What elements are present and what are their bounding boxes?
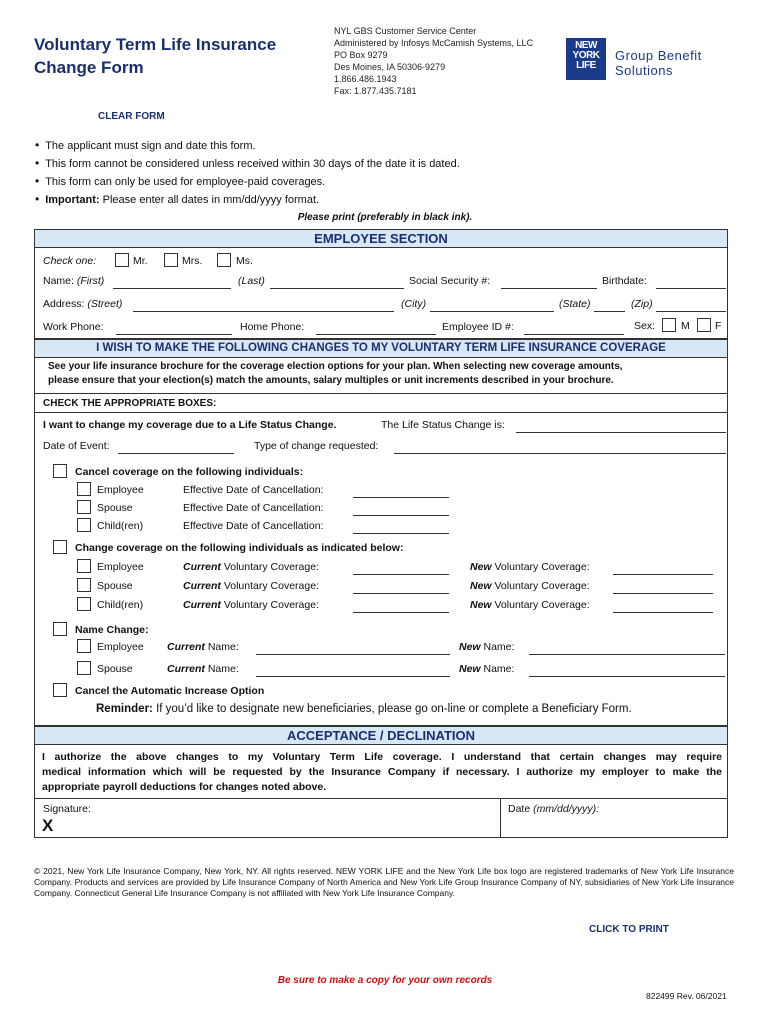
name-change-checkbox[interactable]: [53, 622, 67, 636]
new-coverage-label: New Voluntary Coverage:: [470, 580, 590, 592]
change-coverage-checkbox[interactable]: [53, 540, 67, 554]
click-to-print-button[interactable]: CLICK TO PRINT: [589, 924, 669, 935]
cancel-auto-increase-label: Cancel the Automatic Increase Option: [75, 685, 265, 697]
current-coverage-label: Current Voluntary Coverage:: [183, 599, 319, 611]
cancel-spouse-label: Spouse: [97, 502, 133, 514]
state-label: (State): [559, 298, 591, 310]
employee-new-name-field[interactable]: [529, 654, 725, 655]
spouse-new-coverage-field[interactable]: [613, 593, 713, 594]
divider: [34, 798, 728, 799]
service-center-address: NYL GBS Customer Service Center Administered by Infosys McCamish Systems, LLC PO Box 9279 Des Moines, IA 50306-9279 1.866.486.1943 Fax: 1.877.435.7181: [334, 26, 534, 96]
signature-field[interactable]: [62, 803, 496, 835]
date-of-event-field[interactable]: [118, 453, 234, 454]
sex-m-label: M: [681, 320, 690, 332]
life-status-intro: I want to change my coverage due to a Life Status Change.: [43, 419, 337, 431]
copy-reminder: Be sure to make a copy for your own records: [277, 975, 493, 986]
new-name-label: New Name:: [459, 663, 515, 675]
brochure-note: See your life insurance brochure for the coverage election options for your plan. When selecting new coverage amounts, please ensure that your election(s) match the amounts, salary multiples or unit increments described in your brochure.: [48, 361, 623, 386]
sex-f-label: F: [715, 320, 722, 332]
ms-checkbox[interactable]: [217, 253, 231, 267]
divider: [34, 412, 728, 413]
signature-label: Signature:: [43, 803, 91, 815]
city-field[interactable]: [430, 311, 554, 312]
name-change-title: Name Change:: [75, 624, 149, 636]
work-phone-label: Work Phone:: [43, 321, 104, 333]
date-of-event-label: Date of Event:: [43, 440, 110, 452]
birthdate-field[interactable]: [656, 288, 726, 289]
cancel-spouse-checkbox[interactable]: [77, 500, 91, 514]
mr-label: Mr.: [133, 255, 148, 267]
type-of-change-label: Type of change requested:: [254, 440, 379, 452]
sex-f-checkbox[interactable]: [697, 318, 711, 332]
first-name-label: Name: (First): [43, 275, 105, 287]
cancel-children-date-field[interactable]: [353, 533, 449, 534]
employee-id-label: Employee ID #:: [442, 321, 514, 333]
changes-section-header: I WISH TO MAKE THE FOLLOWING CHANGES TO MY VOLUNTARY TERM LIFE INSURANCE COVERAGE: [34, 339, 728, 358]
instructions-list: [35, 137, 460, 209]
new-york-life-logo: NEW YORK LIFE: [566, 38, 606, 80]
mr-checkbox[interactable]: [115, 253, 129, 267]
home-phone-label: Home Phone:: [240, 321, 305, 333]
sex-m-checkbox[interactable]: [662, 318, 676, 332]
life-status-change-field[interactable]: [516, 432, 726, 433]
name-change-spouse-label: Spouse: [97, 663, 133, 675]
ssn-field[interactable]: [501, 288, 597, 289]
children-new-coverage-field[interactable]: [613, 612, 713, 613]
change-spouse-label: Spouse: [97, 580, 133, 592]
ms-label: Ms.: [236, 255, 253, 267]
date-label: Date (mm/dd/yyyy):: [508, 803, 600, 815]
spouse-current-coverage-field[interactable]: [353, 593, 449, 594]
home-phone-field[interactable]: [316, 334, 436, 335]
print-note: Please print (preferably in black ink).: [297, 212, 473, 223]
instruction-item: • The applicant must sign and date this form.: [35, 137, 460, 155]
work-phone-field[interactable]: [116, 334, 232, 335]
name-change-spouse-checkbox[interactable]: [77, 661, 91, 675]
change-coverage-title: Change coverage on the following individuals as indicated below:: [75, 542, 404, 554]
check-boxes-heading: CHECK THE APPROPRIATE BOXES:: [43, 398, 217, 409]
cancel-children-checkbox[interactable]: [77, 518, 91, 532]
employee-section-header: EMPLOYEE SECTION: [34, 229, 728, 248]
form-number: 822499 Rev. 06/2021: [646, 991, 727, 1001]
life-status-is-label: The Life Status Change is:: [381, 419, 505, 431]
mrs-checkbox[interactable]: [164, 253, 178, 267]
type-of-change-field[interactable]: [394, 453, 726, 454]
street-label: Address: (Street): [43, 298, 123, 310]
copyright-notice: © 2021, New York Life Insurance Company, New York, NY. All rights reserved. NEW YORK LIFE and the New York Life box logo are registered trademarks of New York Life Insurance Company. Products and services are provided by Life Insurance Company of North America and New York Life Group Insurance Company of NY, subsidiaries of New York Life Insurance Company. Connecticut General Life Insurance Company is not affiliated with New York Life Insurance Company.: [34, 866, 734, 898]
cancel-employee-date-field[interactable]: [353, 497, 449, 498]
employee-new-coverage-field[interactable]: [613, 574, 713, 575]
cancel-coverage-title: Cancel coverage on the following individuals:: [75, 466, 304, 478]
cancel-employee-checkbox[interactable]: [77, 482, 91, 496]
signature-date-divider: [500, 798, 501, 838]
signature-x-mark: X: [42, 816, 54, 835]
change-children-checkbox[interactable]: [77, 597, 91, 611]
change-children-label: Child(ren): [97, 599, 144, 611]
clear-form-button[interactable]: CLEAR FORM: [98, 111, 165, 122]
instruction-item: • This form can only be used for employee-paid coverages.: [35, 173, 460, 191]
acceptance-section-header: ACCEPTANCE / DECLINATION: [34, 726, 728, 745]
current-coverage-label: Current Voluntary Coverage:: [183, 561, 319, 573]
mrs-label: Mrs.: [182, 255, 203, 267]
current-coverage-label: Current Voluntary Coverage:: [183, 580, 319, 592]
group-benefit-solutions-logo-text: Group Benefit Solutions: [615, 48, 702, 78]
change-employee-checkbox[interactable]: [77, 559, 91, 573]
cancel-coverage-checkbox[interactable]: [53, 464, 67, 478]
cancel-spouse-date-field[interactable]: [353, 515, 449, 516]
cancel-employee-label: Employee: [97, 484, 144, 496]
change-spouse-checkbox[interactable]: [77, 578, 91, 592]
birthdate-label: Birthdate:: [602, 275, 647, 287]
spouse-current-name-field[interactable]: [256, 676, 450, 677]
new-coverage-label: New Voluntary Coverage:: [470, 599, 590, 611]
name-change-employee-label: Employee: [97, 641, 144, 653]
cancel-auto-increase-checkbox[interactable]: [53, 683, 67, 697]
current-name-label: Current Name:: [167, 641, 239, 653]
last-name-field[interactable]: [270, 288, 404, 289]
employee-current-coverage-field[interactable]: [353, 574, 449, 575]
cancel-children-label: Child(ren): [97, 520, 144, 532]
instruction-item: • This form cannot be considered unless received within 30 days of the date it is dated.: [35, 155, 460, 173]
first-name-field[interactable]: [113, 288, 231, 289]
eff-date-cancel-label: Effective Date of Cancellation:: [183, 520, 324, 532]
authorization-text: I authorize the above changes to my Voluntary Term Life coverage. I understand that certain changes may require medical information which will be requested by the Insurance Company if necessary. I authorize my employer to make the appropriate payroll deductions for changes noted above.: [42, 751, 722, 793]
sex-label: Sex:: [634, 320, 656, 332]
instruction-item: • Important: Please enter all dates in mm/dd/yyyy format.: [35, 191, 460, 209]
new-coverage-label: New Voluntary Coverage:: [470, 561, 590, 573]
date-field[interactable]: [612, 803, 722, 835]
name-change-employee-checkbox[interactable]: [77, 639, 91, 653]
current-name-label: Current Name:: [167, 663, 239, 675]
zip-field[interactable]: [656, 311, 726, 312]
children-current-coverage-field[interactable]: [353, 612, 449, 613]
zip-label: (Zip): [631, 298, 653, 310]
employee-id-field[interactable]: [524, 334, 624, 335]
state-field[interactable]: [594, 311, 625, 312]
city-label: (City): [401, 298, 427, 310]
form-title: Voluntary Term Life Insurance Change Form: [34, 35, 277, 77]
last-name-label: (Last): [238, 275, 265, 287]
eff-date-cancel-label: Effective Date of Cancellation:: [183, 502, 324, 514]
beneficiary-reminder: Reminder: If you’d like to designate new beneficiaries, please go on-line or complete a Beneficiary Form.: [96, 703, 632, 715]
divider: [34, 393, 728, 394]
spouse-new-name-field[interactable]: [529, 676, 725, 677]
street-field[interactable]: [133, 311, 394, 312]
ssn-label: Social Security #:: [409, 275, 491, 287]
check-one-label: Check one:: [43, 255, 97, 267]
eff-date-cancel-label: Effective Date of Cancellation:: [183, 484, 324, 496]
new-name-label: New Name:: [459, 641, 515, 653]
change-employee-label: Employee: [97, 561, 144, 573]
employee-current-name-field[interactable]: [256, 654, 450, 655]
